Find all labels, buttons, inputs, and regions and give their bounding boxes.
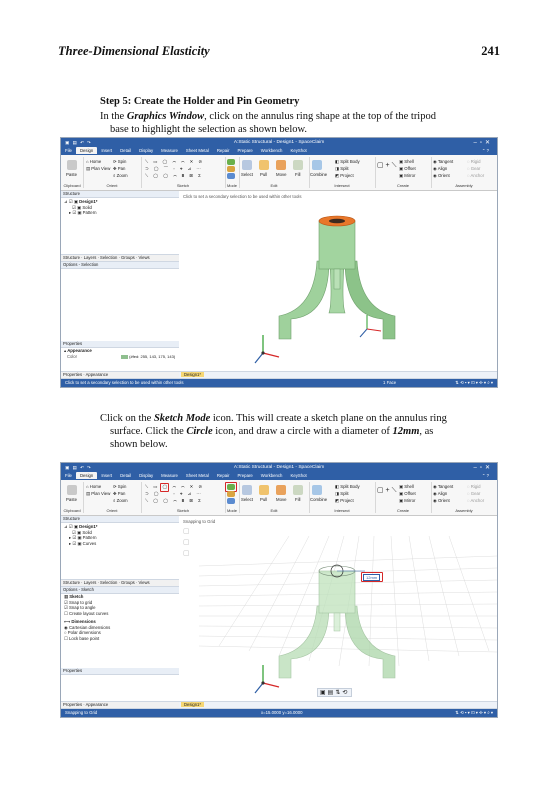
sketch-tools-row-3[interactable]: ⟍ ◯ ◯ ⌒ ⩩ ⊠ Σ	[145, 173, 203, 178]
paste-icon[interactable]	[67, 160, 77, 170]
select-icon[interactable]	[242, 485, 252, 495]
3d-mode-icon[interactable]	[227, 498, 235, 504]
model-triad	[357, 311, 387, 341]
help-icon[interactable]: ⌃ ?	[481, 148, 489, 153]
properties-header: Properties	[61, 341, 179, 348]
ribbon	[61, 155, 497, 191]
properties-header: Properties	[61, 668, 179, 675]
select-icon[interactable]	[242, 160, 252, 170]
pull-icon[interactable]	[259, 485, 269, 495]
menu-detail[interactable]: Detail	[120, 148, 132, 153]
menu-insert[interactable]: Insert	[101, 473, 113, 478]
tripod-model[interactable]	[279, 571, 395, 678]
menu-repair[interactable]: Repair	[216, 473, 230, 478]
sketch-mode-icon[interactable]	[227, 159, 235, 165]
menu-design[interactable]: Design	[76, 472, 97, 479]
window-titlebar: ▣ ▤ ↶ ↷ A:Static Structural - Design1 - SpaceClaim ‒▫✕	[61, 463, 497, 472]
spin-button[interactable]: ⟳ Spin	[113, 484, 127, 489]
shell-button[interactable]: ▣ Shell	[399, 484, 414, 489]
menu-detail[interactable]: Detail	[120, 473, 132, 478]
zoom-button[interactable]: ⌕ Zoom	[113, 173, 128, 178]
offset-button[interactable]: ▣ Offset	[399, 491, 416, 496]
menu-workbench[interactable]: Workbench	[260, 473, 283, 478]
split-button[interactable]: ◨ Split	[335, 491, 349, 496]
create-layout-curves-checkbox[interactable]: ☐ Create layout curves	[64, 610, 109, 616]
menu-sheet-metal[interactable]: Sheet Metal	[185, 473, 209, 478]
panel-tabs: Structure · Layers · Selection · Groups · Views	[61, 254, 179, 262]
cartesian-dimensions-radio[interactable]: ◉ Cartesian dimensions	[64, 624, 111, 630]
group-assembly: ◉ Tangent ◉ Align ◉ Orient ◌ Rigid ◌ Gear ◌ Anchor Assembly	[433, 159, 485, 188]
window-titlebar: ▣ ▤ ↶ ↷ A:Static Structural - Design1 - SpaceClaim ‒▫✕	[61, 138, 497, 147]
mirror-button[interactable]: ▣ Mirror	[399, 173, 416, 178]
tree-item-solid[interactable]: ☑ ▣ Solid	[72, 204, 92, 210]
structure-header: Structure	[61, 191, 179, 198]
tree-item-pattern[interactable]: ▸ ☑ ▣ Pattern	[69, 210, 97, 215]
project-button[interactable]: ◩ Project	[335, 498, 354, 503]
quick-access-toolbar[interactable]: ▣ ▤ ↶ ↷	[65, 464, 92, 470]
offset-button[interactable]: ▣ Offset	[399, 166, 416, 171]
menu-file[interactable]: File	[65, 148, 72, 153]
screenshot-1	[60, 137, 498, 388]
sketch-tools-row-1[interactable]: ⟍ ▭ ◯ ⌒ ⌒ ✕ ⊘	[145, 159, 205, 164]
diameter-highlight	[361, 572, 383, 582]
menu-workbench[interactable]: Workbench	[260, 148, 283, 153]
graphics-window[interactable]	[179, 191, 497, 379]
group-edit: Select Pull Move Fill Edit	[239, 482, 310, 513]
window-controls[interactable]: ‒▫✕	[473, 139, 493, 146]
bottom-panel-tabs: Properties · Appearance	[61, 701, 179, 709]
page-number: 241	[481, 44, 500, 58]
instruction-paragraph-1: In the Graphics Window, click on the annulus ring shape at the top of the tripod base to highlight the selection as shown below.	[100, 111, 436, 135]
paste-icon[interactable]	[67, 485, 77, 495]
menu-keyshot[interactable]: KeyShot	[290, 148, 307, 153]
sketch-tools-row-2[interactable]: ⊃ ◯ ⌒ ◦ ⌖ ⊿ ⋯	[145, 166, 203, 171]
fill-icon[interactable]	[293, 160, 303, 170]
plan-view-button[interactable]: ▤ Plan View	[86, 166, 111, 171]
sketch-tools-row-1[interactable]: ⟍ ▭ ◯ ⌒ ⌒ ✕ ⊘	[145, 484, 205, 489]
color-label: Color	[67, 354, 78, 359]
menu-prepare[interactable]: Prepare	[237, 473, 253, 478]
mirror-button[interactable]: ▣ Mirror	[399, 498, 416, 503]
status-tools[interactable]: ⇅ ⟲ ▪ ▾ ⊡ ▾ ✣ ▾ ⌕ ▾	[455, 710, 493, 715]
snap-to-angle-checkbox[interactable]: ☑ Snap to angle	[64, 605, 96, 610]
align-button[interactable]: ◉ Align	[433, 491, 448, 496]
diameter-input[interactable]: 12mm	[363, 574, 380, 581]
section-mode-icon[interactable]	[227, 166, 235, 172]
bottom-panel-tabs: Properties · Appearance	[61, 371, 179, 379]
graphics-window[interactable]	[179, 516, 497, 709]
status-tools[interactable]: ⇅ ⟲ ▪ ▾ ⊡ ▾ ✣ ▾ ⌕ ▾	[455, 380, 493, 385]
menu-display[interactable]: Display	[139, 148, 154, 153]
move-icon[interactable]	[276, 485, 286, 495]
menu-design[interactable]: Design	[76, 147, 97, 154]
tripod-model[interactable]	[179, 191, 497, 371]
rigid-button[interactable]: ◌ Rigid	[467, 159, 481, 164]
tree-item-design[interactable]: ⊿ ☑ ▣ Design1*	[64, 199, 98, 204]
move-icon[interactable]	[276, 160, 286, 170]
group-create: ▢ + ⟍ ▣ Shell ▣ Offset ▣ Mirror Create	[375, 157, 432, 188]
tree-item-pattern[interactable]: ▸ ☑ ▣ Pattern	[69, 535, 97, 540]
structure-tree	[61, 523, 179, 547]
tree-item-design[interactable]: ⊿ ☑ ▣ Design1*	[64, 524, 98, 529]
chapter-title: Three-Dimensional Elasticity	[58, 44, 210, 58]
split-body-button[interactable]: ◧ Split Body	[335, 484, 360, 489]
group-mode: Mode	[225, 482, 240, 513]
mode-mini-toolbar[interactable]: ▣▤⇅⟲	[317, 688, 352, 697]
shell-button[interactable]: ▣ Shell	[399, 159, 414, 164]
create-tools-icon[interactable]: ▢ + ⟍	[377, 487, 397, 494]
home-button[interactable]: ⌂ Home	[86, 484, 102, 489]
orient-button[interactable]: ◉ Orient	[433, 173, 450, 178]
pan-button[interactable]: ✥ Pan	[113, 491, 126, 496]
structure-header: Structure	[61, 516, 179, 523]
design-tab-bar	[179, 701, 497, 709]
group-edit: Select Pull Move Fill Edit	[239, 157, 310, 188]
section-mode-icon[interactable]	[227, 491, 235, 497]
group-clipboard: Paste Clipboard	[61, 157, 84, 188]
running-header	[58, 44, 500, 59]
step-heading: Step 5: Create the Holder and Pin Geometry	[100, 96, 300, 107]
design-tab[interactable]: Design1*	[181, 372, 204, 377]
status-bar	[61, 379, 497, 387]
axis-triad	[249, 329, 289, 369]
tangent-button[interactable]: ◉ Tangent	[433, 159, 454, 164]
project-button[interactable]: ◩ Project	[335, 173, 354, 178]
fill-icon[interactable]	[293, 485, 303, 495]
status-message: Click to set a secondary selection to be used within other tools	[65, 380, 184, 385]
group-intersect: Combine ◧ Split Body ◨ Split ◩ Project Intersect	[309, 157, 376, 188]
color-swatch	[121, 355, 128, 359]
menu-bar	[61, 472, 497, 480]
group-orient: ⌂ Home ⟳ Spin ▤ Plan View ✥ Pan ⌕ Zoom Orient	[83, 482, 142, 513]
tree-item-curves[interactable]: ▸ ☑ ▣ Curves	[69, 540, 97, 546]
design-tab-bar	[179, 371, 497, 379]
align-button[interactable]: ◉ Align	[433, 166, 448, 171]
menu-keyshot[interactable]: KeyShot	[290, 473, 307, 478]
options-header: Options - Sketch	[61, 587, 179, 594]
gear-button[interactable]: ◌ Gear	[467, 491, 481, 496]
instruction-paragraph-2: Click on the Sketch Mode icon. This will create a sketch plane on the annulus ring surface. Click the Circle icon, and draw a circle with a diameter of 12mm, as shown below.	[100, 413, 447, 450]
anchor-button[interactable]: ◌ Anchor	[467, 173, 485, 178]
tangent-button[interactable]: ◉ Tangent	[433, 484, 454, 489]
lock-base-point-checkbox[interactable]: ☐ Lock base point	[64, 635, 100, 641]
circle-tool-highlight[interactable]	[160, 483, 169, 492]
menu-prepare[interactable]: Prepare	[237, 148, 253, 153]
zoom-button[interactable]: ⌕ Zoom	[113, 498, 128, 503]
anchor-button[interactable]: ◌ Anchor	[467, 498, 485, 503]
group-assembly: ◉ Tangent ◉ Align ◉ Orient ◌ Rigid ◌ Gear ◌ Anchor Assembly	[433, 484, 485, 513]
combine-icon[interactable]	[312, 160, 322, 170]
combine-icon[interactable]	[312, 485, 322, 495]
panel-tabs: Structure · Layers · Selection · Groups · Views	[61, 579, 179, 587]
split-button[interactable]: ◨ Split	[335, 166, 349, 171]
structure-tree	[61, 198, 179, 217]
left-panel	[61, 191, 180, 379]
pull-icon[interactable]	[259, 160, 269, 170]
sketch-options	[64, 594, 110, 641]
cursor-coordinates: x=15.0000 y=16.0000	[261, 710, 303, 715]
window-controls[interactable]: ‒▫✕	[473, 464, 493, 471]
home-button[interactable]: ⌂ Home	[86, 159, 102, 164]
plan-view-button[interactable]: ▤ Plan View	[86, 491, 111, 496]
menu-measure[interactable]: Measure	[161, 473, 178, 478]
split-body-button[interactable]: ◧ Split Body	[335, 159, 360, 164]
menu-sheet-metal[interactable]: Sheet Metal	[185, 148, 209, 153]
sketch-grid-and-model[interactable]	[179, 516, 497, 701]
3d-mode-icon[interactable]	[227, 173, 235, 179]
spin-button[interactable]: ⟳ Spin	[113, 159, 127, 164]
status-bar	[61, 709, 497, 717]
color-value[interactable]: (#fed: 255, 143, 175, 143)	[121, 354, 175, 359]
tree-item-solid[interactable]: ☑ ▣ Solid	[72, 529, 92, 535]
menu-file[interactable]: File	[65, 473, 72, 478]
group-mode: Mode	[225, 157, 240, 188]
options-header: Options - Selection	[61, 262, 179, 269]
viewport-hint: Snapping to Grid	[183, 519, 216, 524]
menu-measure[interactable]: Measure	[161, 148, 178, 153]
ribbon	[61, 480, 497, 516]
menu-bar	[61, 147, 497, 155]
sketch-section: ▦ Sketch	[64, 594, 84, 599]
axis-triad	[249, 659, 289, 699]
help-icon[interactable]: ⌃ ?	[481, 473, 489, 478]
orient-button[interactable]: ◉ Orient	[433, 498, 450, 503]
polar-dimensions-radio[interactable]: ○ Polar dimensions	[64, 630, 101, 635]
gear-button[interactable]: ◌ Gear	[467, 166, 481, 171]
group-clipboard: Paste Clipboard	[61, 482, 84, 513]
screenshot-2	[60, 462, 498, 718]
mini-toolbar[interactable]: ▢ ▢ ▢	[183, 528, 190, 557]
selection-count: 1 Face	[383, 380, 397, 385]
sketch-tools-row-2[interactable]: ⊃ ◯ ⌒ ◦ ⌖ ⊿ ⋯	[145, 491, 203, 496]
design-tab[interactable]: Design1*	[181, 702, 204, 707]
group-intersect: Combine ◧ Split Body ◨ Split ◩ Project Intersect	[309, 482, 376, 513]
appearance-header: ▴ Appearance	[64, 348, 92, 353]
menu-display[interactable]: Display	[139, 473, 154, 478]
pan-button[interactable]: ✥ Pan	[113, 166, 126, 171]
group-sketch: ⟍ ▭ ◯ ⌒ ⌒ ✕ ⊘ ⊃ ◯ ⌒ ◦ ⌖ ⊿ ⋯ ⟍ ◯ ◯ ⌒ ⩩ ⊠ Σ Sketch	[141, 482, 226, 513]
menu-repair[interactable]: Repair	[216, 148, 230, 153]
sketch-tools-row-3[interactable]: ⟍ ◯ ◯ ⌒ ⩩ ⊠ Σ	[145, 498, 203, 503]
menu-insert[interactable]: Insert	[101, 148, 113, 153]
group-sketch: ⟍ ▭ ◯ ⌒ ⌒ ✕ ⊘ ⊃ ◯ ⌒ ◦ ⌖ ⊿ ⋯ ⟍ ◯ ◯ ⌒ ⩩ ⊠ Σ Sketch	[141, 157, 226, 188]
group-orient: ⌂ Home ⟳ Spin ▤ Plan View ✥ Pan ⌕ Zoom Orient	[83, 157, 142, 188]
viewport-hint: Click to set a secondary selection to be used within other tools	[183, 194, 302, 199]
quick-access-toolbar[interactable]: ▣ ▤ ↶ ↷	[65, 139, 92, 145]
create-tools-icon[interactable]: ▢ + ⟍	[377, 162, 397, 169]
group-create: ▢ + ⟍ ▣ Shell ▣ Offset ▣ Mirror Create	[375, 482, 432, 513]
status-message: Snapping to Grid	[65, 710, 98, 715]
left-panel	[61, 516, 180, 709]
snap-to-grid-checkbox[interactable]: ☑ Snap to grid	[64, 599, 93, 605]
dimensions-section: ⟷ Dimensions	[64, 619, 96, 624]
rigid-button[interactable]: ◌ Rigid	[467, 484, 481, 489]
